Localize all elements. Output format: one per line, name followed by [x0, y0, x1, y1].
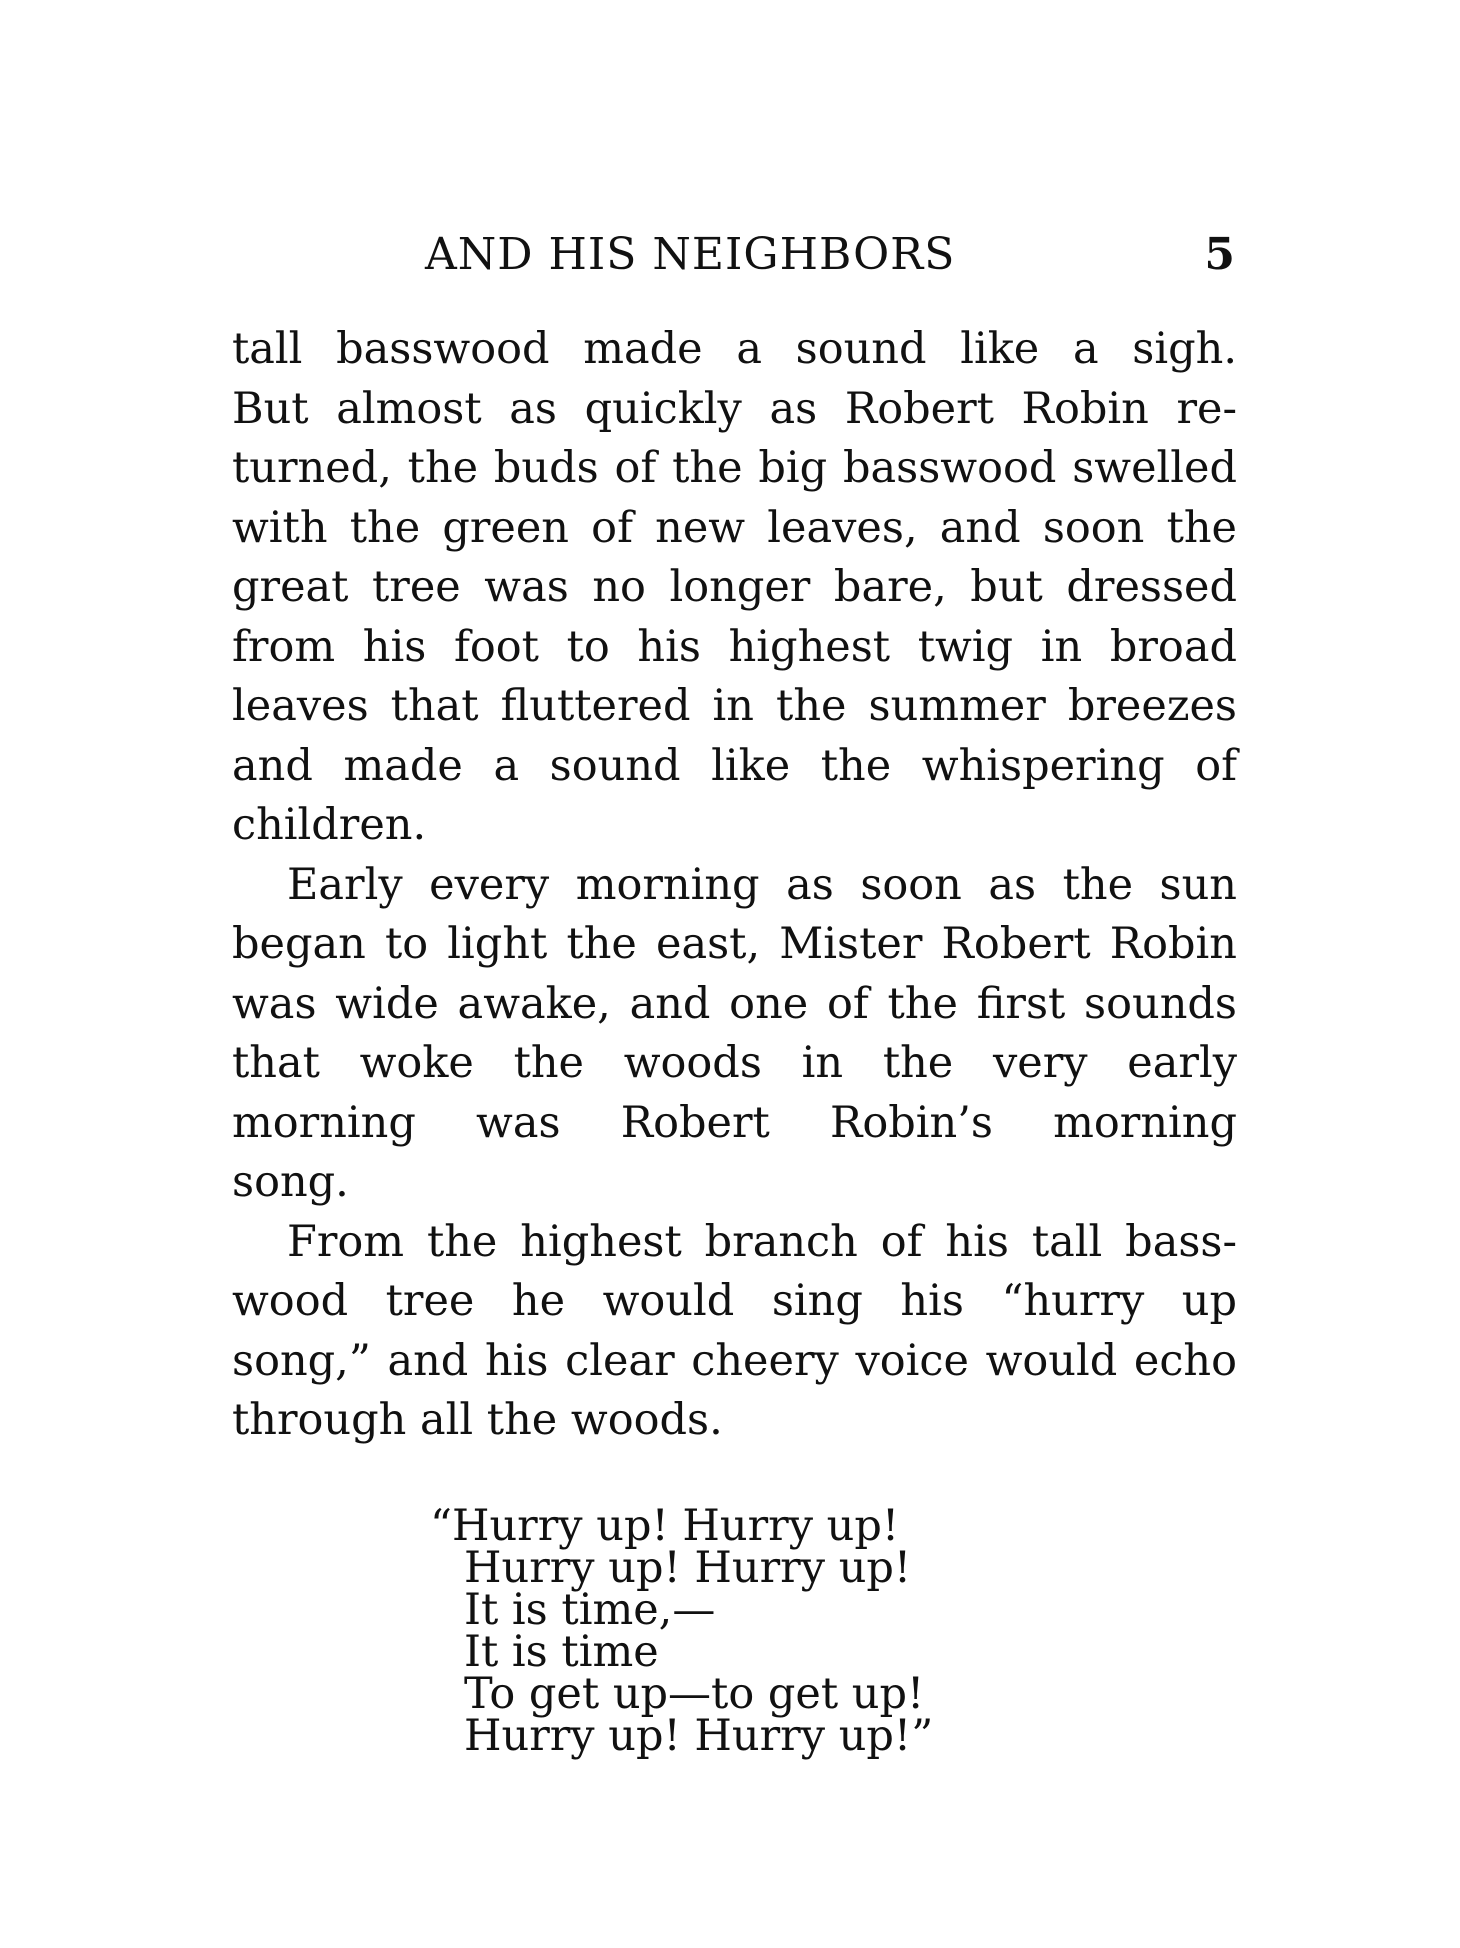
text-line: from his foot to his highest twig in broad	[232, 621, 1237, 672]
verse-line: Hurry up! Hurry up!”	[464, 1711, 934, 1761]
text-line: tall basswood made a sound like a sigh.	[232, 324, 1237, 374]
text-line: Early every morning as soon as the sun	[287, 859, 1237, 910]
text-line: turned, the buds of the big basswood swelled	[232, 443, 1237, 493]
text-line: great tree was no longer bare, but dressed	[232, 562, 1237, 612]
text-line: wood tree he would sing his “hurry up	[232, 1276, 1237, 1326]
text-line: But almost as quickly as Robert Robin re-	[232, 383, 1237, 434]
verse-line: “Hurry up! Hurry up!	[430, 1501, 900, 1551]
paragraph-3	[232, 1213, 1237, 1451]
text-line: with the green of new leaves, and soon the	[232, 502, 1237, 553]
text-line: morning was Robert Robin’s morning	[232, 1097, 1237, 1148]
running-title: AND HIS NEIGHBORS	[425, 229, 956, 280]
page-number: 5	[1204, 229, 1235, 280]
verse-line: It is time	[464, 1627, 659, 1677]
paragraph-1	[232, 320, 1237, 856]
body-text	[232, 320, 1237, 1451]
verse-line: Hurry up! Hurry up!	[464, 1543, 912, 1593]
running-head	[425, 225, 1235, 285]
text-line: that woke the woods in the very early	[232, 1038, 1237, 1088]
text-line: children.	[232, 800, 427, 850]
paragraph-2	[232, 856, 1237, 1213]
text-line: song,” and his clear cheery voice would echo	[232, 1335, 1237, 1386]
verse-line: To get up—to get up!	[464, 1669, 925, 1719]
text-line: From the highest branch of his tall bass-	[287, 1216, 1237, 1267]
text-line: through all the woods.	[232, 1395, 723, 1445]
text-line: leaves that fluttered in the summer breezes	[232, 681, 1237, 731]
text-line: was wide awake, and one of the first sounds	[232, 978, 1237, 1029]
text-line: began to light the east, Mister Robert Robin	[232, 919, 1237, 969]
verse-block	[430, 1501, 1130, 1761]
text-line: song.	[232, 1157, 349, 1207]
text-line: and made a sound like the whispering of	[232, 740, 1237, 791]
verse-line: It is time,—	[464, 1585, 716, 1635]
